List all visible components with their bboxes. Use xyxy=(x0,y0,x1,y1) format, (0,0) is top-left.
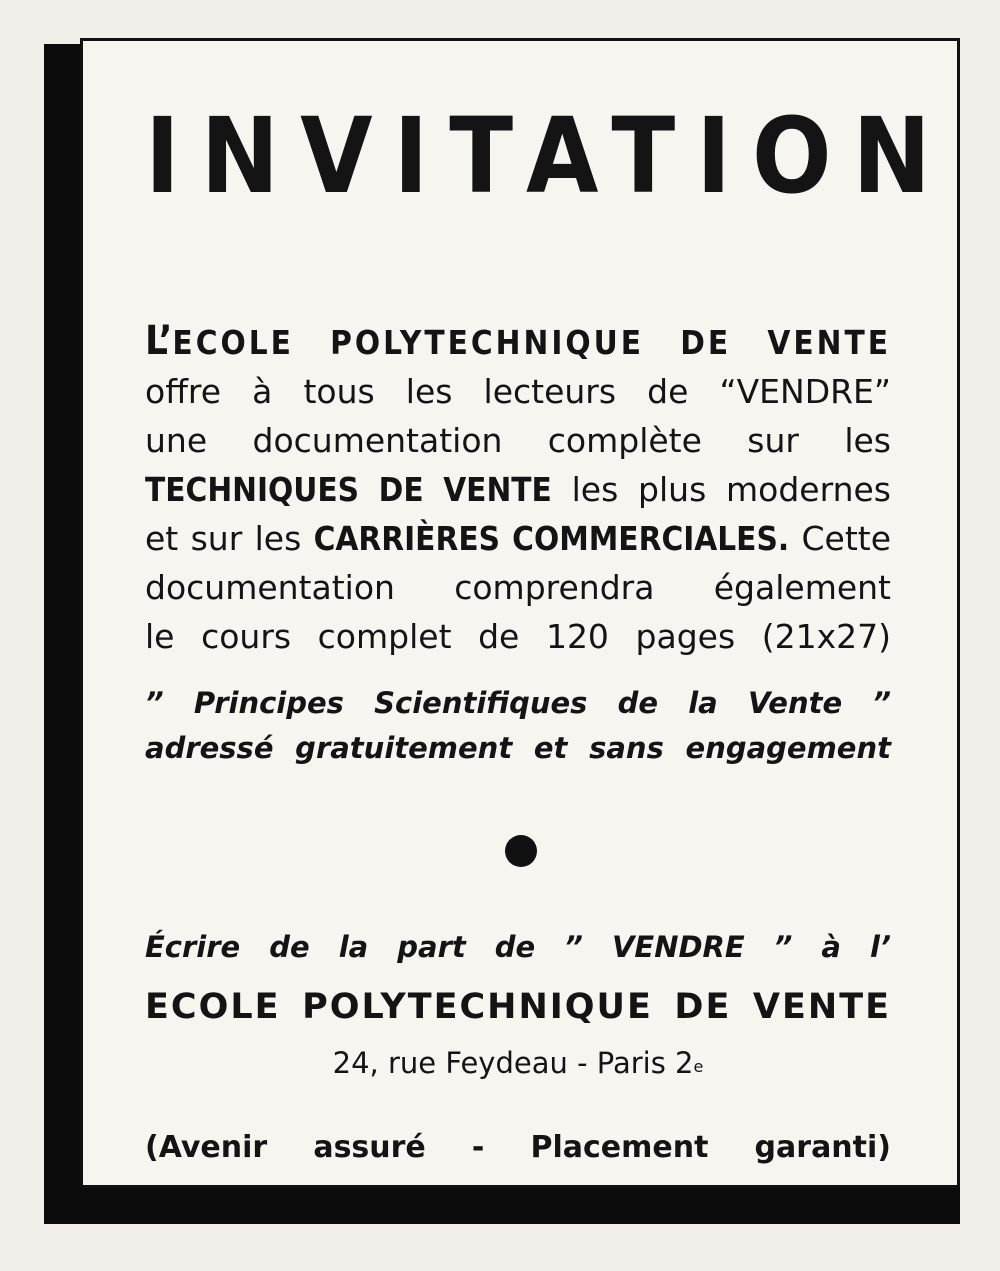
intro-line-5 xyxy=(145,514,891,563)
intro-line-2: offre à tous les lecteurs de “VENDRE” xyxy=(145,372,891,411)
intro-line-3: une documentation complète sur les xyxy=(145,421,891,460)
intro-paragraph xyxy=(145,317,891,661)
address-superscript: e xyxy=(693,1057,704,1076)
card-shadow-bottom xyxy=(44,1188,960,1224)
write-instruction: Écrire de la part de ” VENDRE ” à l’ xyxy=(145,930,891,964)
contact-school-name: ECOLE POLYTECHNIQUE DE VENTE xyxy=(145,987,891,1027)
course-title-block xyxy=(145,681,891,771)
separator-dot xyxy=(505,835,537,867)
course-title: ” Principes Scientifiques de la Vente ” xyxy=(145,686,891,720)
intro-line-5-rest: Cette xyxy=(789,519,891,558)
invitation-card xyxy=(80,38,960,1188)
techniques-highlight: TECHNIQUES DE VENTE xyxy=(145,470,552,509)
invitation-title: INVITATION xyxy=(145,95,952,217)
intro-line-4-rest: les plus modernes xyxy=(551,470,891,509)
school-prefix: L’ xyxy=(145,318,173,364)
footer-tagline: (Avenir assuré - Placement garanti) xyxy=(145,1130,891,1165)
school-name: ECOLE POLYTECHNIQUE DE VENTE xyxy=(172,323,891,362)
address-text: 24, rue Feydeau - Paris 2 xyxy=(332,1046,694,1080)
intro-line-5-start: et sur les xyxy=(145,519,314,558)
course-offer: adressé gratuitement et sans engagement xyxy=(145,731,891,765)
intro-school-name-line xyxy=(145,317,891,367)
card-shadow-left xyxy=(44,44,84,1224)
careers-highlight: CARRIÈRES COMMERCIALES. xyxy=(313,519,790,558)
contact-address xyxy=(145,1041,891,1085)
intro-line-6: documentation comprendra également xyxy=(145,568,891,607)
intro-line-7: le cours complet de 120 pages (21x27) xyxy=(145,617,891,656)
intro-line-4 xyxy=(145,465,891,514)
